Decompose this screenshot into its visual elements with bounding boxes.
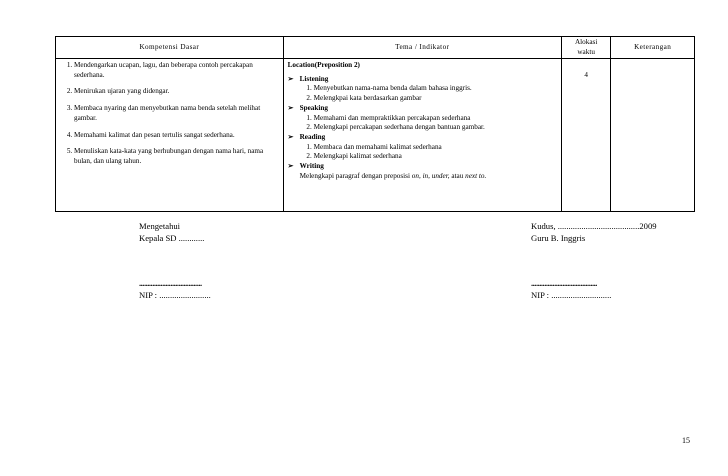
skill-listening	[288, 75, 557, 104]
header-keterangan: Keterangan	[611, 37, 695, 59]
table-row	[56, 59, 695, 212]
list-item: 1. Memahami dan mempraktikkan percakapan sederhana	[314, 114, 557, 124]
list-item: 3. Membaca nyaring dan menyebutkan nama benda setelah melihat gambar.	[74, 104, 279, 123]
writing-last-preposition: next to.	[465, 171, 487, 180]
header-kompetensi-dasar: Kompetensi Dasar	[56, 37, 284, 59]
table-header-row	[56, 37, 695, 59]
sign-left-line1: Mengetahui	[139, 221, 181, 231]
skill-reading	[288, 133, 557, 162]
alokasi-cell	[561, 59, 610, 212]
writing-prepositions: on, in, under,	[411, 171, 450, 180]
sign-left-dots: ......................................	[139, 278, 202, 289]
list-item: 2. Melengkapi percakapan sederhana dengan bantuan gambar.	[314, 123, 557, 133]
keterangan-cell	[611, 59, 695, 212]
kompetensi-list	[60, 61, 279, 167]
arrow-bullet-icon: ➢	[287, 103, 294, 112]
skill-title: Reading	[299, 133, 326, 142]
list-item: 1. Mendengarkan ucapan, lagu, dan beberapa contoh percakapan sederhana.	[74, 61, 279, 80]
skill-writing	[288, 162, 557, 181]
tema-cell	[283, 59, 561, 212]
list-item: 5. Menuliskan kata-kata yang berhubungan dengan nama hari, nama bulan, dan ulang tahun.	[74, 147, 279, 166]
list-item: 1. Menyebutkan nama-nama benda dalam bahasa inggris.	[314, 84, 557, 94]
arrow-bullet-icon: ➢	[287, 133, 294, 142]
list-item: 2. Melengkapi kalimat sederhana	[314, 152, 557, 162]
tema-title: Location(Preposition 2)	[287, 61, 360, 69]
arrow-bullet-icon: ➢	[287, 162, 294, 171]
list-item: 4. Memahami kalimat dan pesan tertulis sangat sederhana.	[74, 131, 279, 141]
sign-left-line2: Kepala SD ............	[139, 232, 205, 243]
syllabus-table	[55, 36, 695, 212]
header-alokasi-waktu: Alokasi waktu	[561, 37, 610, 59]
sign-right-line1: Kudus, ......................................2009	[531, 221, 657, 231]
skill-title: Writing	[299, 162, 324, 171]
list-item: 1. Membaca dan memahami kalimat sederhana	[314, 143, 557, 153]
alokasi-value: 4	[584, 71, 588, 79]
list-item: 2. Menirukan ujaran yang didengar.	[74, 87, 279, 97]
arrow-bullet-icon: ➢	[287, 74, 294, 83]
skill-speaking	[288, 104, 557, 133]
list-item: 2. Melengkpai kata berdasarkan gambar	[314, 94, 557, 104]
sign-right-nip: NIP : ............................	[531, 289, 612, 300]
sign-right-dots: ........................................	[531, 278, 597, 289]
signature-left	[139, 221, 211, 301]
sign-left-nip: NIP : ........................	[139, 289, 211, 300]
writing-connector: atau	[451, 171, 464, 180]
skill-title: Speaking	[299, 103, 328, 112]
page-number: 15	[682, 436, 690, 445]
writing-prefix: Melengkapi paragraf dengan preposisi	[299, 171, 410, 180]
skill-title: Listening	[299, 74, 329, 83]
kompetensi-cell	[56, 59, 284, 212]
sign-right-line2: Guru B. Inggris	[531, 232, 586, 243]
signature-right	[531, 221, 657, 301]
writing-description	[288, 172, 557, 182]
header-tema-indikator: Tema / Indikator	[283, 37, 561, 59]
